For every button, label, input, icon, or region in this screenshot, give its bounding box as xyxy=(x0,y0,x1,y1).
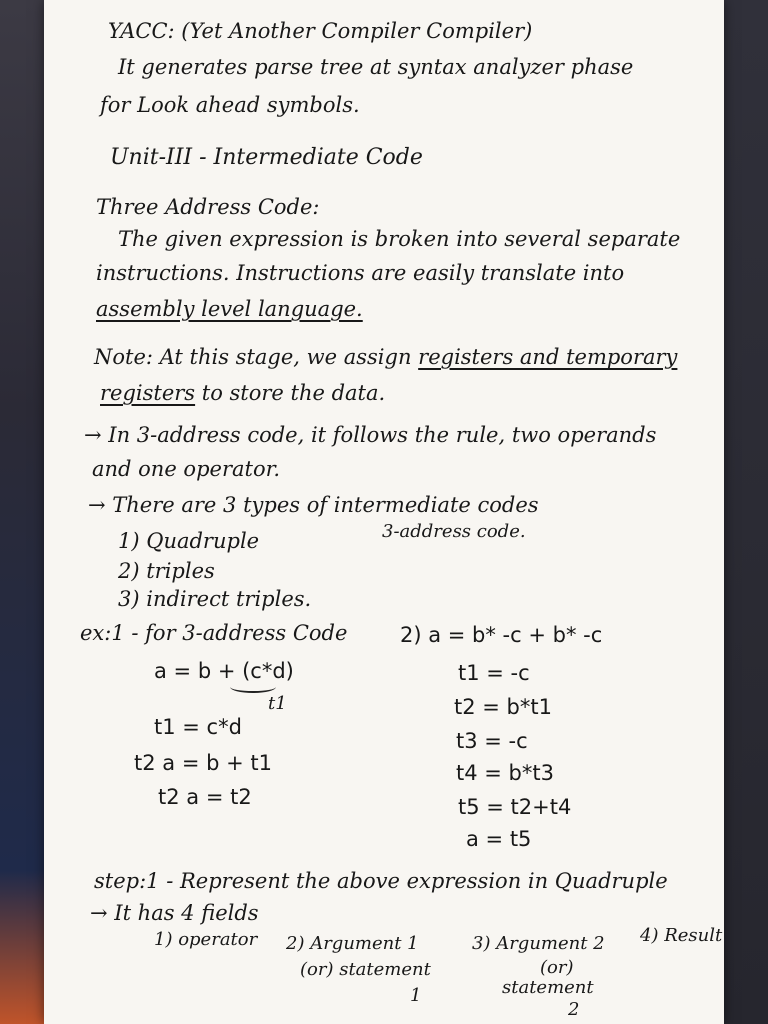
field-argument-2-alt-line-2: statement xyxy=(502,977,594,998)
example-2-step-1: t1 = -c xyxy=(458,661,530,685)
field-result: 4) Result xyxy=(640,925,723,946)
note-line-1-text: Note: At this stage, we assign xyxy=(94,345,419,369)
types-annotation: 3-address code. xyxy=(382,521,526,542)
field-argument-1: 2) Argument 1 xyxy=(286,933,419,954)
yacc-title: YACC: (Yet Another Compiler Compiler) xyxy=(108,19,533,43)
example-2-step-4: t4 = b*t3 xyxy=(456,761,554,785)
example-2-step-6: a = t5 xyxy=(466,827,532,851)
example-2-heading: 2) a = b* -c + b* -c xyxy=(400,623,603,647)
example-2-step-3: t3 = -c xyxy=(456,729,528,753)
yacc-line-2: for Look ahead symbols. xyxy=(100,93,360,117)
example-1-heading: ex:1 - for 3-address Code xyxy=(80,621,348,645)
example-1-expression: a = b + (c*d) xyxy=(154,659,294,683)
type-item-3: 3) indirect triples. xyxy=(118,587,312,611)
field-operator: 1) operator xyxy=(154,929,258,950)
example-2-step-5: t5 = t2+t4 xyxy=(458,795,572,819)
tac-paragraph-2: instructions. Instructions are easily translate into xyxy=(96,261,625,285)
type-item-1: 1) Quadruple xyxy=(118,529,260,553)
example-1-step-1: t1 = c*d xyxy=(154,715,242,739)
tac-heading: Three Address Code: xyxy=(96,195,320,219)
note-line-1 xyxy=(94,346,677,369)
expression-brace xyxy=(230,681,276,693)
note-line-1-underlined: registers and temporary xyxy=(418,345,678,369)
unit-heading: Unit-III - Intermediate Code xyxy=(110,145,423,170)
field-argument-1-alt-line-2: 1 xyxy=(410,985,422,1006)
note-line-2-text: to store the data. xyxy=(195,381,386,405)
example-1-brace-label: t1 xyxy=(268,693,287,714)
field-argument-1-alt-line-1: (or) statement xyxy=(300,959,431,980)
example-1-step-2: t2 a = b + t1 xyxy=(134,751,272,775)
tac-paragraph-3: assembly level language. xyxy=(96,297,363,321)
tac-paragraph-1: The given expression is broken into several separate xyxy=(118,227,681,251)
step-line-2: → It has 4 fields xyxy=(90,901,259,925)
field-argument-2-alt-line-3: 2 xyxy=(568,999,580,1020)
rule-line-1: → In 3-address code, it follows the rule, two operands xyxy=(84,423,657,447)
notebook-page xyxy=(44,0,724,1024)
rule-line-2: and one operator. xyxy=(92,457,280,481)
step-line-1: step:1 - Represent the above expression in Quadruple xyxy=(94,869,668,893)
type-item-2: 2) triples xyxy=(118,559,215,583)
field-argument-2-alt-line-1: (or) xyxy=(540,957,574,978)
yacc-line-1: It generates parse tree at syntax analyzer phase xyxy=(118,55,634,79)
example-2-step-2: t2 = b*t1 xyxy=(454,695,552,719)
types-line: → There are 3 types of intermediate codes xyxy=(88,493,539,517)
field-argument-2: 3) Argument 2 xyxy=(472,933,605,954)
note-line-2 xyxy=(100,382,385,405)
note-line-2-underlined: registers xyxy=(100,381,196,405)
example-1-step-3: t2 a = t2 xyxy=(158,785,252,809)
